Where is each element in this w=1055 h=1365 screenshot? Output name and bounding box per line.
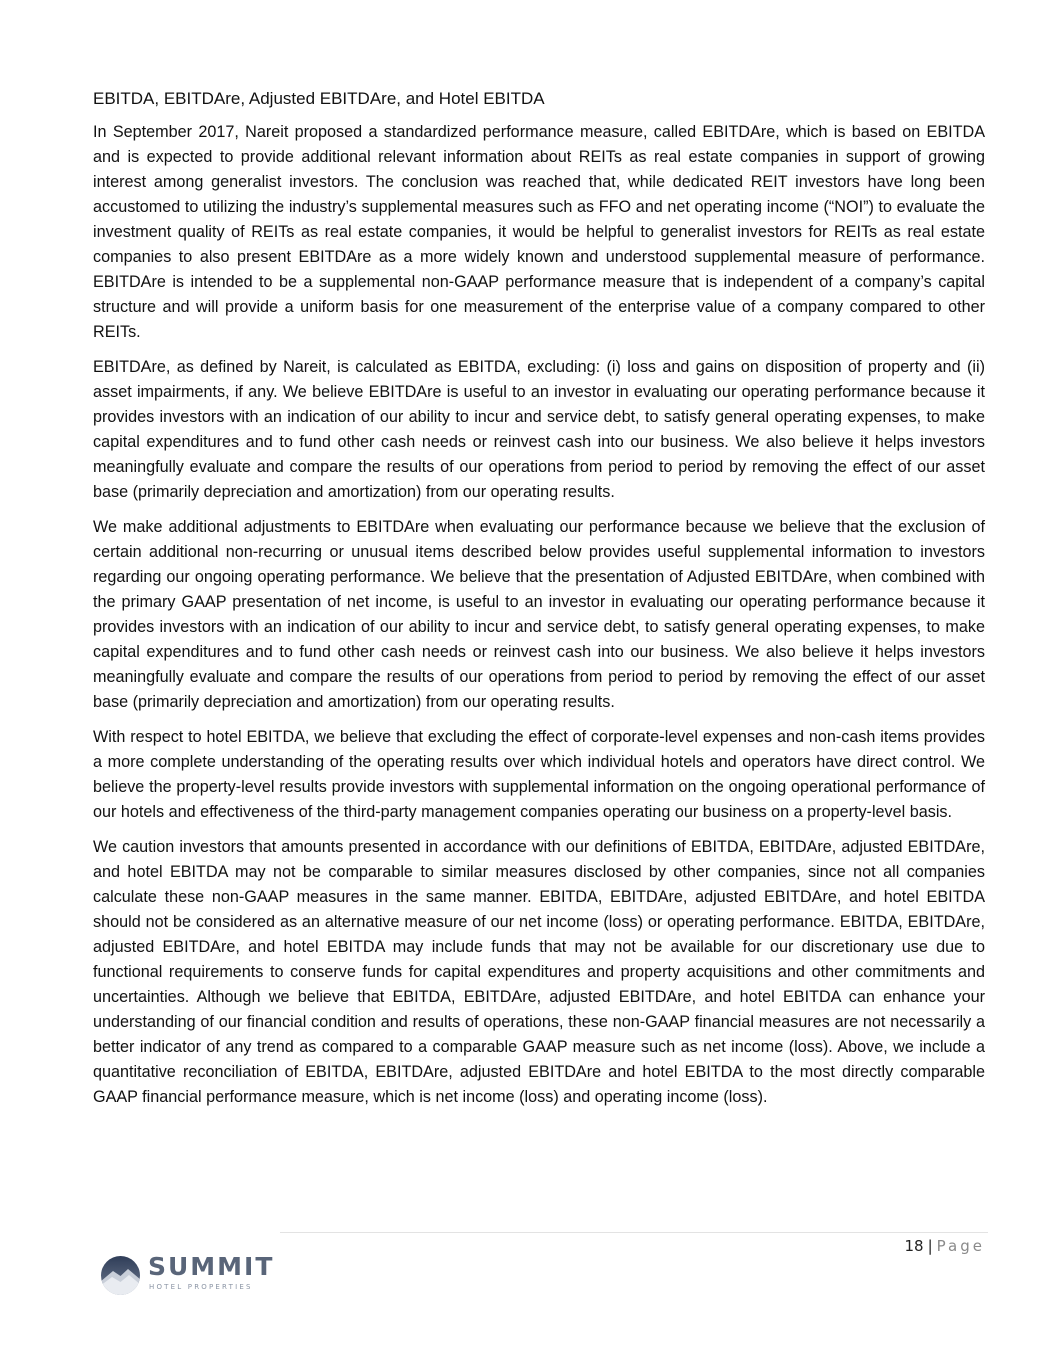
paragraph-hotel-ebitda: With respect to hotel EBITDA, we believe that excluding the effect of corporate-level expenses and non-cash items provides a more complete understanding of the operating results over which individual hotels and operators have direct control. We believe the property-level results provide investors with supplemental information on the ongoing operational performance of our hotels and effectiveness of the third-party management companies operating our business on a property-level basis. <box>93 728 985 821</box>
page-number: 18 <box>904 1237 924 1255</box>
paragraph-ebitdare-intro: In September 2017, Nareit proposed a standardized performance measure, called EBITDAre, which is based on EBITDA and is expected to provide additional relevant information about REITs as real estate companies in support of growing interest among generalist investors. The conclusion was reached that, while dedicated REIT investors have long been accustomed to utilizing the industry’s supplemental measures such as FFO and net operating income (“NOI”) to evaluate the investment quality of REITs as real estate companies, it would be helpful to generalist investors for REITs as real estate companies to also present EBITDAre as a more widely known and understood supplemental measure of performance. EBITDAre is intended to be a supplemental non-GAAP performance measure that is independent of a company’s capital structure and will provide a uniform basis for one measurement of the enterprise value of a company compared to other REITs. <box>93 123 985 341</box>
page-separator: | <box>927 1237 933 1255</box>
mountain-circle-icon <box>100 1255 141 1296</box>
page-label: Page <box>936 1237 985 1255</box>
paragraph-ebitdare-definition: EBITDAre, as defined by Nareit, is calculated as EBITDA, excluding: (i) loss and gains on disposition of property and (ii) asset impairments, if any. We believe EBITDAre is useful to an investor in evaluating our operating performance because it provides investors with an indication of our ability to incur and service debt, to satisfy general operating expenses, to make capital expenditures and to fund other cash needs or reinvest cash into our business. We also believe it helps investors meaningfully evaluate and compare the results of our operations from period to period by removing the effect of our asset base (primarily depreciation and amortization) from our operating results. <box>93 358 985 501</box>
footer-divider <box>280 1232 988 1233</box>
logo-name: SUMMIT <box>148 1252 275 1281</box>
paragraph-adjusted-ebitdare: We make additional adjustments to EBITDAre when evaluating our performance because we believe that the exclusion of certain additional non-recurring or unusual items described below provides useful supplemental information to investors regarding our ongoing operating performance. We believe that the presentation of Adjusted EBITDAre, when combined with the primary GAAP presentation of net income, is useful to an investor in evaluating our operating performance because it provides investors with an indication of our ability to incur and service debt, to satisfy general operating expenses, to make capital expenditures and to fund other cash needs or reinvest cash into our business. We also believe it helps investors meaningfully evaluate and compare the results of our operations from period to period by removing the effect of our asset base (primarily depreciation and amortization) from our operating results. <box>93 518 985 711</box>
page-number-footer <box>905 1237 985 1255</box>
company-logo <box>100 1253 280 1298</box>
section-heading: EBITDA, EBITDAre, Adjusted EBITDAre, and Hotel EBITDA <box>93 89 545 108</box>
document-body <box>93 88 985 1120</box>
paragraph-caution: We caution investors that amounts presented in accordance with our definitions of EBITDA, EBITDAre, adjusted EBITDAre, and hotel EBITDA may not be comparable to similar measures disclosed by other companies, since not all companies calculate these non-GAAP measures in the same manner. EBITDA, EBITDAre, adjusted EBITDAre, and hotel EBITDA should not be considered as an alternative measure of our net income (loss) or operating performance. EBITDA, EBITDAre, adjusted EBITDAre, and hotel EBITDA may include funds that may not be available for our discretionary use due to functional requirements to conserve funds for capital expenditures and property acquisitions and other commitments and uncertainties. Although we believe that EBITDA, EBITDAre, adjusted EBITDAre, and hotel EBITDA can enhance your understanding of our financial condition and results of operations, these non-GAAP financial measures are not necessarily a better indicator of any trend as compared to a comparable GAAP measure such as net income (loss). Above, we include a quantitative reconciliation of EBITDA, EBITDAre, adjusted EBITDAre and hotel EBITDA to the most directly comparable GAAP financial performance measure, which is net income (loss) and operating income (loss). <box>93 838 985 1106</box>
logo-subtitle: HOTEL PROPERTIES <box>149 1283 253 1291</box>
